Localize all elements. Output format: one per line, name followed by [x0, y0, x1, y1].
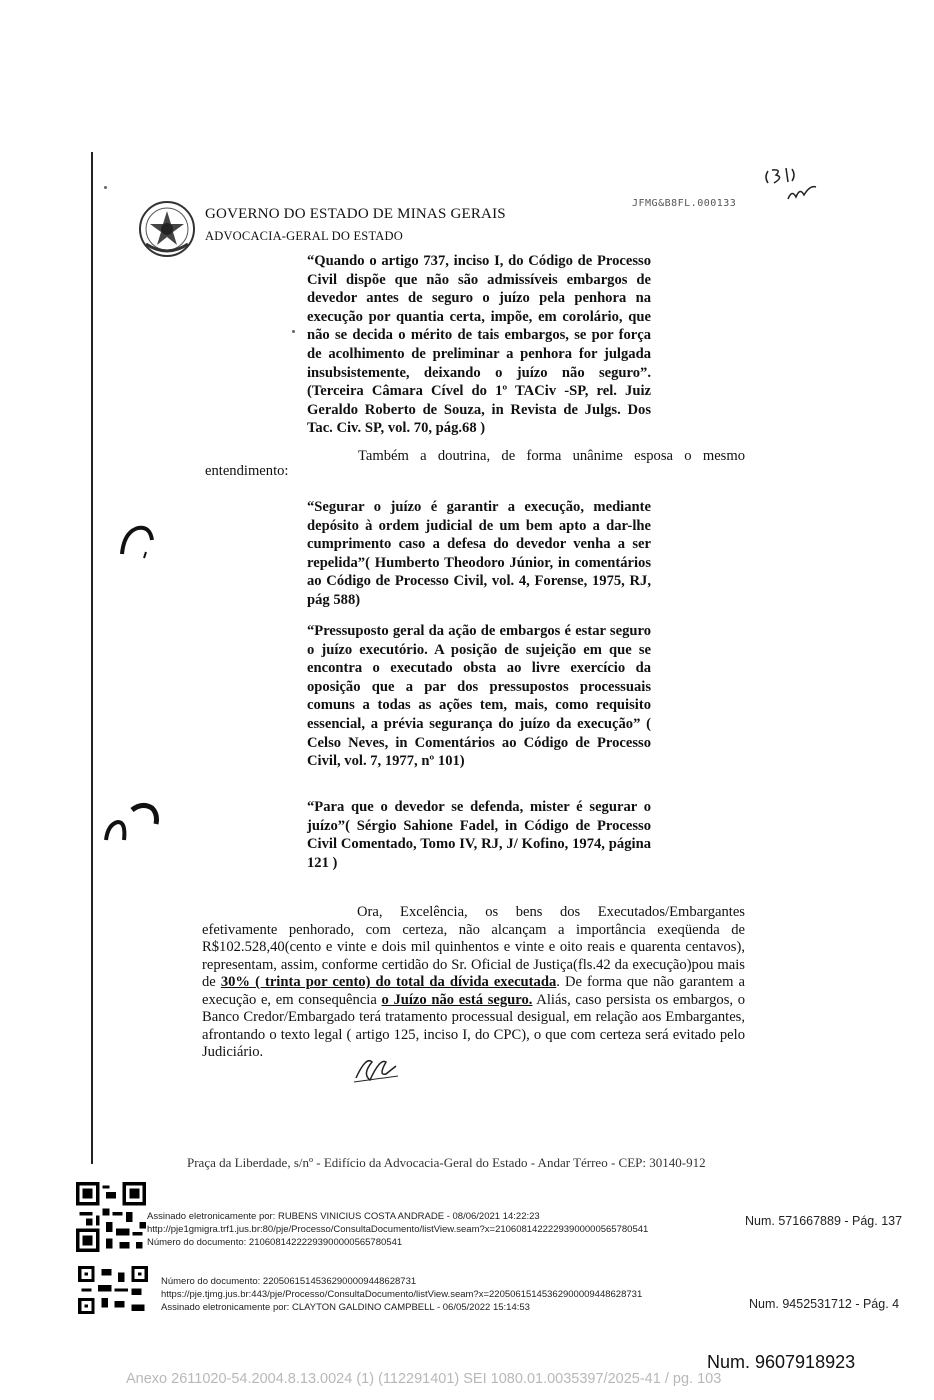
scan-speck [104, 186, 107, 189]
handwritten-mark [116, 522, 156, 562]
handwritten-mark [102, 800, 162, 850]
underlined-percentage: 30% ( trinta por cento) do total da dívida executada [220, 974, 557, 990]
doctrine-intro-cont: entendimento: [205, 463, 289, 479]
margin-line [91, 152, 93, 1164]
state-crest-icon [138, 200, 196, 258]
argument-paragraph [202, 904, 745, 1062]
page-num-1: Num. 571667889 - Pág. 137 [745, 1214, 903, 1228]
doctrine-intro: Também a doutrina, de forma unânime esposa o mesmo [358, 448, 745, 464]
signature-scribble [352, 1052, 400, 1086]
handwritten-page-number [760, 165, 820, 210]
page-stamp: JFMG&B8FL.000133 [632, 198, 737, 209]
signature-2-signer: Assinado eletronicamente por: CLAYTON GALDINO CAMPBELL - 06/05/2022 15:14:53 [161, 1302, 530, 1313]
argument-text-a: efetivamente penhorado, com certeza, não alcançam a importância exeqüenda de R$102.528,40(cento e vinte e dois mil quinhentos e vinte e oito reais e quarenta centavos), representam, assim, conforme certidão do Sr. Oficial de Justiça(fls.42 da execução)pou mais de [202, 921, 745, 990]
document-number: Num. 9607918923 [707, 1352, 856, 1372]
quote-fadel: “Para que o devedor se defenda, mister é segurar o juízo”( Sérgio Sahione Fadel, in Código de Processo Civil Comentado, Tomo IV, RJ, J/ Kofino, 1974, página 121 ) [307, 799, 651, 871]
qr-code-icon [76, 1182, 146, 1252]
signature-2-url[interactable]: https://pje.tjmg.jus.br:443/pje/Processo/ConsultaDocumento/listView.seam?x=22050615145362900009448628731 [161, 1289, 643, 1300]
signature-2-docnum: Número do documento: 22050615145362900009448628731 [161, 1276, 417, 1287]
signature-1-url[interactable]: http://pje1gmigra.trf1.jus.br:80/pje/Processo/ConsultaDocumento/listView.seam?x=21060814222293900000565780541 [147, 1224, 649, 1235]
agency-title: ADVOCACIA-GERAL DO ESTADO [205, 229, 403, 243]
annex-reference: Anexo 2611020-54.2004.8.13.0024 (1) (112291401) SEI 1080.01.0035397/2025-41 / pg. 103 [126, 1371, 722, 1387]
footer-address: Praça da Liberdade, s/nº - Edifício da Advocacia-Geral do Estado - Andar Térreo - CEP: 30140-912 [187, 1155, 706, 1170]
underlined-juizo: o Juízo não está seguro. [381, 991, 533, 1008]
signature-block-2 [161, 1275, 642, 1314]
signature-1-docnum: Número do documento: 21060814222293900000565780541 [147, 1237, 403, 1248]
signature-block-1 [147, 1210, 648, 1249]
quote-tacsp: “Quando o artigo 737, inciso I, do Código de Processo Civil dispõe que não são admissíveis embargos de devedor antes de seguro o juízo pela penhora na execução por quantia certa, impõe, em corolário, que não se decida o mérito de tais embargos, se por força de acolhimento de preliminar a penhora for julgada insubsistemente, deixando o juízo não seguro”. (Terceira Câmara Cível do 1º TACiv -SP, rel. Juiz Geraldo Roberto de Souza, in Revista de Julgs. Dos Tac. Civ. SP, vol. 70, pág.68 ) [307, 253, 651, 437]
qr-code-icon [78, 1266, 148, 1314]
argument-text-c: Aliás, caso persista os embargos, o Banco Credor/Embargado terá tratamento processual desigual, em relação aos Embargantes, afrontando o texto legal ( artigo 125, inciso I, do CPC), o que com certeza será evitado pelo Judiciário. [202, 991, 745, 1060]
argument-text-b: . De forma que não garantem a execução e, em consequência [202, 974, 745, 1008]
quote-theodoro: “Segurar o juízo é garantir a execução, mediante depósito à ordem judicial de um bem apto a dar-lhe cumprimento caso a defesa do devedor venha a ser repelida”( Humberto Theodoro Júnior, in comentários ao Código de Processo Civil, vol. 4, Forense, 1975, RJ, pág 588) [307, 499, 651, 608]
argument-first-line: Ora, Excelência, os bens dos Executados/Embargantes [357, 904, 745, 920]
government-title: GOVERNO DO ESTADO DE MINAS GERAIS [205, 206, 506, 222]
page-num-2: Num. 9452531712 - Pág. 4 [749, 1297, 900, 1311]
quote-celso-neves: “Pressuposto geral da ação de embargos é estar seguro o juízo executório. A posição de sujeição em que se encontra o executado obsta ao livre exercício da oposição que a par dos pressupostos processuais comuns a todas as ações tem, mais, como requisito essencial, a prévia segurança do juízo da execução” ( Celso Neves, in Comentários ao Código de Processo Civil, vol. 7, 1977, nº 101) [307, 623, 651, 770]
signature-1-signer: Assinado eletronicamente por: RUBENS VINICIUS COSTA ANDRADE - 08/06/2021 14:22:23 [147, 1211, 540, 1222]
scan-speck [292, 330, 295, 333]
